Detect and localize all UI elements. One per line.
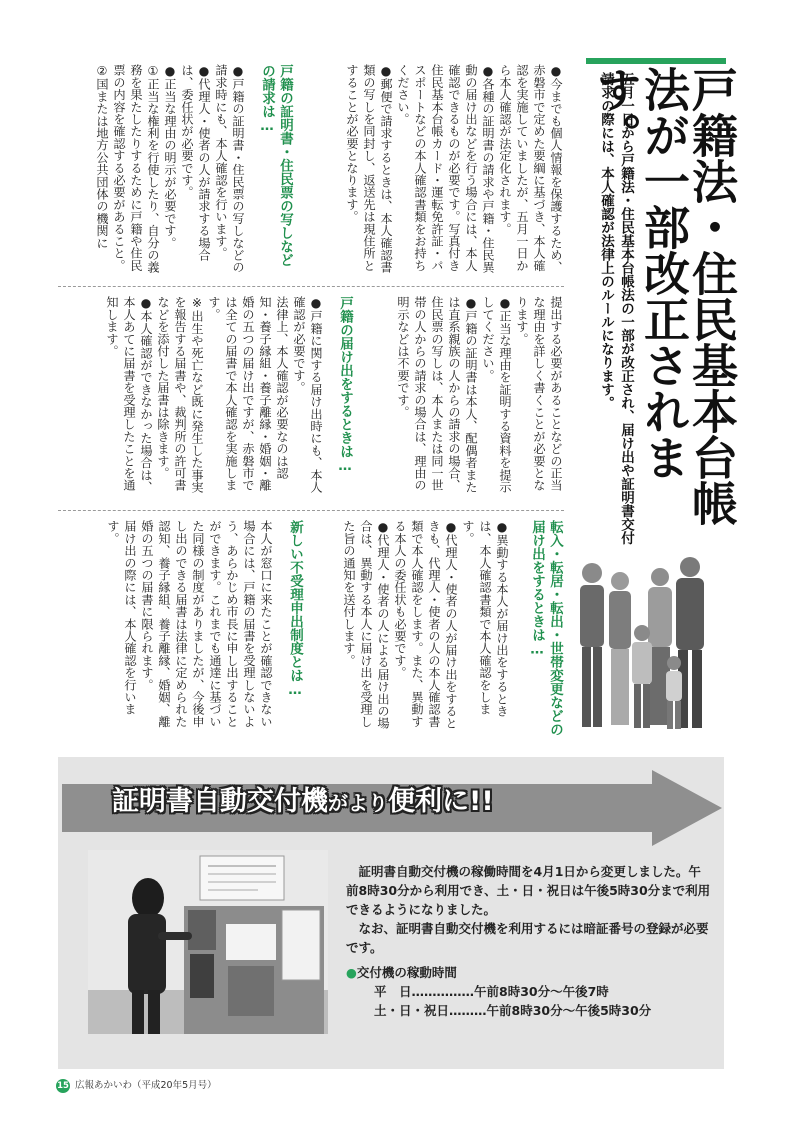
page-subtitle: 五月一日から戸籍法・住民基本台帳法の一部が改正され、届け出や証明書交付請求の際には、本人確認が法律上のルールになります。 xyxy=(598,72,634,545)
banner-part3: 便利に!! xyxy=(388,786,494,817)
moving-paragraph: ●異動する本人が届け出をするときは、本人確認書類で本人確認をします。 xyxy=(461,520,509,717)
page-title: 戸籍法・住民基本台帳法が一部改正されます。 xyxy=(589,66,739,526)
section-divider xyxy=(58,510,564,511)
koseki-paragraph: ●戸籍に関する届け出時にも、本人確認が必要です。 xyxy=(292,296,323,493)
koseki-paragraph: 法律上、本人確認が必要なのは認知・養子縁組・養子離縁・婚姻・離婚の五つの届け出ですが、赤磐市では全ての届書で本人確認を実施します。 xyxy=(207,296,289,492)
section-heading-certificate: 戸籍の証明書・住民票の写しなどの請求は… xyxy=(259,64,293,267)
request-paragraph: ●代理人・使者の人が請求する場合は、委任状が必要です。 xyxy=(180,64,211,261)
fujuri-paragraph: 本人が窓口に来たことが確認できない場合には、戸籍の届書を受理しないよう、あらかじめ市長に申し出することができます。これまでも通達に基づいた同様の制度がありましたが、今後申し出のできる届書は法律に定められた認知、養子縁組、養子離縁、婚姻、離婚の五つの届書に限られます。 xyxy=(140,520,273,728)
section-heading-fujuri: 新しい不受理申出制度とは… xyxy=(287,520,303,698)
section-heading-moving: 転入・転居・転出・世帯変更などの届け出をするときは… xyxy=(529,520,563,736)
request-paragraph: ●正当な理由の明示が必要です。 xyxy=(163,64,177,249)
certificate-request-section xyxy=(56,64,246,278)
page-number: 15 xyxy=(57,1081,69,1091)
section-heading-koseki: 戸籍の届け出をするときは… xyxy=(337,296,353,474)
bullet-icon: ● xyxy=(346,965,357,980)
continuation-paragraph: ●正当な理由を証明する資料を提示してください。 xyxy=(481,296,512,493)
hours-title: 交付機の稼動時間 xyxy=(356,965,457,980)
continuation-paragraph: ●戸籍の証明書は本人、配偶者または直系親族の人からの請求の場合、住民票の写しは、本人または同一世帯の人からの請求の場合は、理由の明示などは不要です。 xyxy=(396,296,478,493)
publication-name: 広報あかいわ（平成20年5月号） xyxy=(75,1080,217,1091)
banner-part1: 証明書自動交付機 xyxy=(112,786,328,817)
request-continuation xyxy=(376,296,564,498)
kiosk-photo xyxy=(88,850,328,1034)
info-paragraph-1: 証明書自動交付機の稼働時間を4月1日から変更しました。午前8時30分から利用でき、土・日・祝日は午後5時30分まで利用できるようになりました。 xyxy=(346,864,711,917)
moving-paragraph: ●代理人・使者の人が届け出をするときも、代理人・使者の人の本人確認書類で本人確認をします。また、異動する本人の委任状も必要です。 xyxy=(393,520,458,730)
page-footer xyxy=(56,1078,217,1094)
banner-part2: がより xyxy=(328,791,388,815)
hours-row-weekday: 平 日……………午前8時30分～午後7時 xyxy=(374,984,609,999)
family-illustration xyxy=(570,545,720,735)
continuation-paragraph: 提出する必要があることなどの正当な理由を詳しく書くことが必要となります。 xyxy=(515,296,563,492)
koseki-paragraph: ●本人確認ができなかった場合は、本人あてに届書を受理したことを通知します。 xyxy=(105,296,153,493)
intro-paragraph: ●各種の証明書の請求や戸籍・住民異動の届け出などを行う場合には、本人確認できるものが必要です。写真付き住民基本台帳カード・運転免許証・パスポートなどの本人確認書類をお持ちください。 xyxy=(396,64,495,274)
section-divider xyxy=(58,286,564,287)
intro-paragraph: ●郵便で請求するときは、本人確認書類の写しを同封し、返送先は現住所とすることが必要となります。 xyxy=(345,64,393,274)
koseki-paragraph: ※出生や死亡など既に発生した事実を報告する届書や、裁判所の許可書などを添付した届書は除きます。 xyxy=(156,296,204,493)
moving-section xyxy=(326,520,510,738)
request-paragraph: ①正当な権利を行使したり、自分の義務を果たしたりするために戸籍や住民票の内容を確認する必要があること。 xyxy=(112,64,160,274)
title-accent-bar xyxy=(586,58,726,64)
kiosk-info-text xyxy=(346,862,712,1020)
fujuri-section xyxy=(56,520,274,738)
koseki-section xyxy=(56,296,324,498)
fujuri-paragraph: 届け出の際には、本人確認を行います。 xyxy=(106,520,137,716)
intro-section xyxy=(330,64,564,278)
request-paragraph: ②国または地方公共団体の機関に xyxy=(95,64,109,249)
info-paragraph-2: なお、証明書自動交付機を利用するには暗証番号の登録が必要です。 xyxy=(346,921,709,955)
hours-heading xyxy=(346,963,712,982)
request-paragraph: ●戸籍の証明書・住民票の写しなどの請求時にも、本人確認を行います。 xyxy=(214,64,245,274)
intro-paragraph: ●今までも個人情報を保護するため、赤磐市で定めた要綱に基づき、本人確認を実施していましたが、五月一日から本人確認が法定化されます。 xyxy=(498,64,563,274)
hours-row-weekend: 土・日・祝日………午前8時30分～午後5時30分 xyxy=(374,1003,652,1018)
banner-heading xyxy=(112,782,494,822)
moving-paragraph: ●代理人・使者の人による届け出の場合は、異動する本人に届け出を受理した旨の通知を送付します。 xyxy=(342,520,390,730)
